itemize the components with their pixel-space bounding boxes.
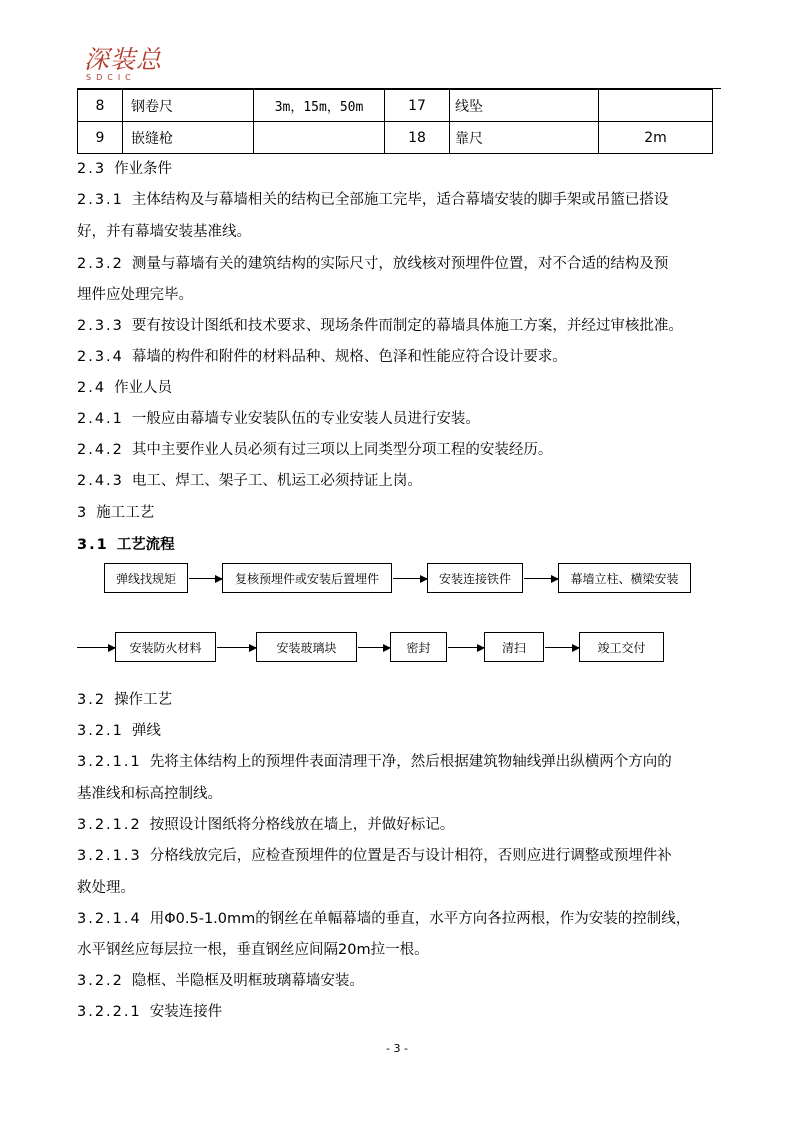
flow-arrow <box>189 578 222 579</box>
paragraph-line: 3.2.1.2 按照设计图纸将分格线放在墙上，并做好标记。 <box>77 817 455 833</box>
paragraph-line: 2.3.2 测量与幕墙有关的建筑结构的实际尺寸，放线核对预埋件位置，对不合适的结构及预 <box>77 256 669 272</box>
paragraph-line: 2.3.4 幕墙的构件和附件的材料品种、规格、色泽和性能应符合设计要求。 <box>77 349 567 365</box>
flow-step-9: 竣工交付 <box>579 632 664 662</box>
heading-3-2-1: 3.2.1 弹线 <box>77 723 161 739</box>
paragraph-line: 埋件应处理完毕。 <box>77 287 193 303</box>
paragraph-line: 好，并有幕墙安装基准线。 <box>77 224 251 240</box>
table-cell: 钢卷尺 <box>123 90 254 122</box>
paragraph-line: 2.3.3 要有按设计图纸和技术要求、现场条件而制定的幕墙具体施工方案，并经过审核批准。 <box>77 318 683 334</box>
flow-step-7: 密封 <box>390 632 447 662</box>
tools-table <box>77 89 713 154</box>
paragraph-line: 2.4.2 其中主要作业人员必须有过三项以上同类型分项工程的安装经历。 <box>77 442 553 458</box>
table-row <box>78 122 713 154</box>
paragraph-line: 水平钢丝应每层拉一根，垂直钢丝应间隔20m拉一根。 <box>77 942 429 958</box>
table-cell: 线坠 <box>450 90 599 122</box>
heading-2-3: 2.3 作业条件 <box>77 161 173 177</box>
heading-3-2-2: 3.2.2 隐框、半隐框及明框玻璃幕墙安装。 <box>77 973 364 989</box>
table-cell <box>254 122 385 154</box>
flow-arrow <box>358 647 390 648</box>
flow-step-4: 幕墙立柱、横梁安装 <box>558 563 691 593</box>
table-cell: 3m，15m，50m <box>254 90 385 122</box>
flow-arrow <box>217 647 256 648</box>
flow-arrow <box>393 578 427 579</box>
table-cell: 17 <box>385 90 450 122</box>
heading-3: 3 施工工艺 <box>77 505 155 521</box>
heading-3-2: 3.2 操作工艺 <box>77 692 173 708</box>
table-cell: 靠尺 <box>450 122 599 154</box>
paragraph-line: 3.2.1.4 用Φ0.5-1.0mm的钢丝在单幅幕墙的垂直，水平方向各拉两根，作为安装的控制线， <box>77 911 691 927</box>
flow-arrow <box>545 647 579 648</box>
table-cell: 18 <box>385 122 450 154</box>
paragraph-line: 2.4.3 电工、焊工、架子工、机运工必须持证上岗。 <box>77 473 422 489</box>
heading-3-2-2-1: 3.2.2.1 安装连接件 <box>77 1004 223 1020</box>
heading-3-1: 3.1 工艺流程 <box>77 537 175 553</box>
paragraph-line: 2.3.1 主体结构及与幕墙相关的结构已全部施工完毕，适合幕墙安装的脚手架或吊篮已搭设 <box>77 192 669 208</box>
logo-subtext: SDCIC <box>86 73 136 82</box>
flow-arrow <box>448 647 484 648</box>
flow-step-6: 安装玻璃块 <box>256 632 357 662</box>
flow-step-2: 复核预埋件或安装后置埋件 <box>222 563 392 593</box>
flow-arrow <box>77 647 115 648</box>
flow-step-5: 安装防火材料 <box>115 632 216 662</box>
flow-arrow <box>524 578 558 579</box>
flow-step-1: 弹线找规矩 <box>104 563 188 593</box>
logo-text: 深装总 <box>84 45 163 74</box>
table-cell <box>599 90 713 122</box>
flow-step-3: 安装连接铁件 <box>427 563 523 593</box>
company-logo <box>84 46 164 86</box>
paragraph-line: 2.4.1 一般应由幕墙专业安装队伍的专业安装人员进行安装。 <box>77 411 480 427</box>
paragraph-line: 基准线和标高控制线。 <box>77 786 222 802</box>
table-row <box>78 90 713 122</box>
table-cell: 2m <box>599 122 713 154</box>
table-cell: 嵌缝枪 <box>123 122 254 154</box>
table-cell: 9 <box>78 122 123 154</box>
paragraph-line: 救处理。 <box>77 880 135 896</box>
table-cell: 8 <box>78 90 123 122</box>
flow-step-8: 清扫 <box>484 632 544 662</box>
page-number: - 3 - <box>386 1042 408 1055</box>
paragraph-line: 3.2.1.1 先将主体结构上的预埋件表面清理干净，然后根据建筑物轴线弹出纵横两个方向的 <box>77 754 672 770</box>
paragraph-line: 3.2.1.3 分格线放完后，应检查预埋件的位置是否与设计相符，否则应进行调整或预埋件补 <box>77 848 672 864</box>
heading-2-4: 2.4 作业人员 <box>77 380 173 396</box>
